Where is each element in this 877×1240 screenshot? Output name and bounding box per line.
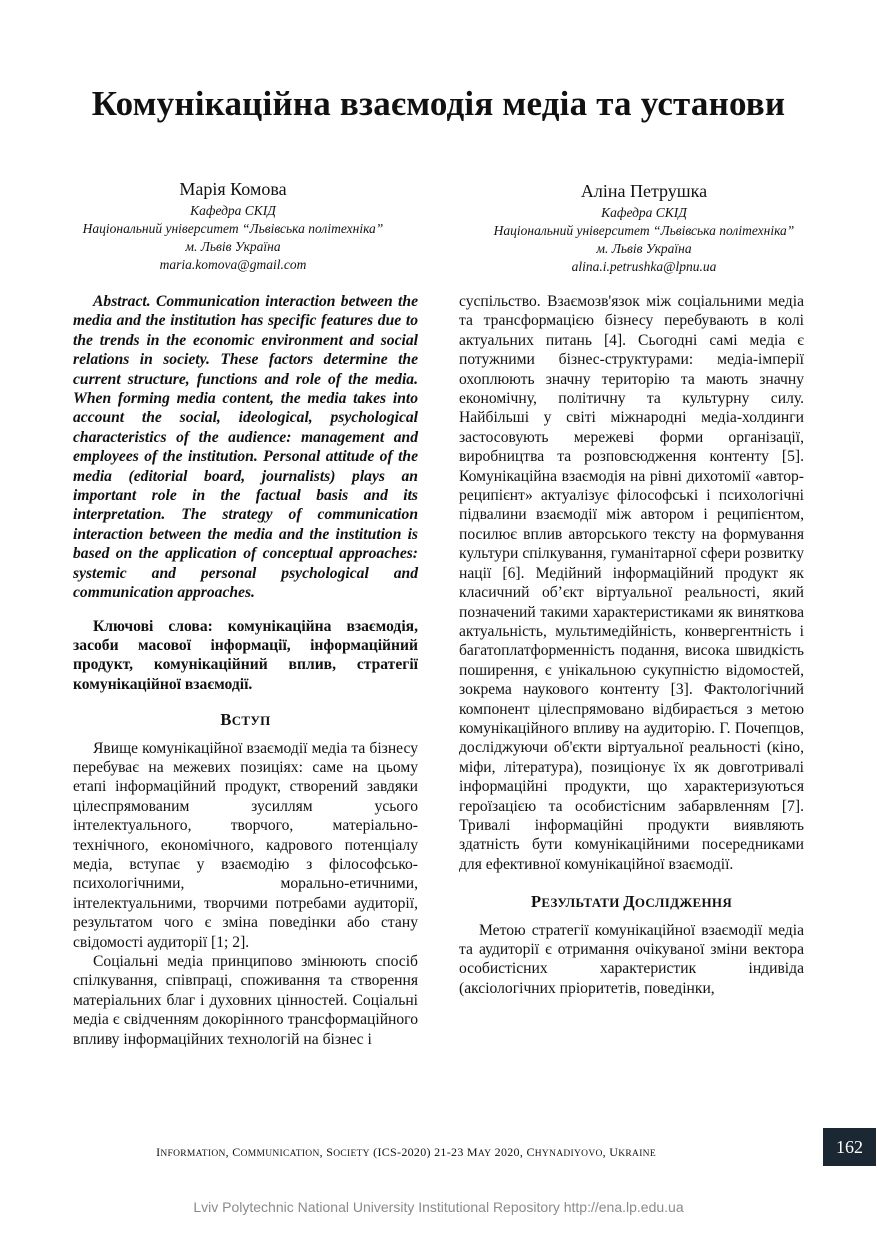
author-department: Кафедра СКІД bbox=[601, 205, 687, 220]
heading-rest: СТУП bbox=[231, 713, 271, 729]
author-city: м. Львів Україна bbox=[596, 241, 692, 256]
heading-rest: ЕЗУЛЬТАТИ bbox=[541, 895, 624, 911]
author-block-2 bbox=[460, 178, 828, 276]
page-number: 162 bbox=[823, 1128, 876, 1166]
paragraph: Явище комунікаційної взаємодії медіа та бізнесу перебуває на межевих позиціях: саме на цьому етапі інформаційний продукт, створений завдяки цілеспрямованим зусиллям усього інтелектуального, творчого, матеріально-технічного, економічного, кадрового потенціалу медіа, вступає у взаємодію з філософсько-психологічними, морально-етичними, інтелектуальними, творчими потребами аудиторії, результатом чого є зміна поведінки або стану свідомості аудиторії [1; 2]. bbox=[73, 739, 418, 951]
right-column bbox=[459, 292, 804, 998]
conference-footer: INFORMATION, COMMUNICATION, SOCIETY (ICS-2020) 21-23 MAY 2020, CHYNADIYOVO, UKRAINE bbox=[156, 1145, 656, 1159]
heading-initial: В bbox=[220, 710, 232, 730]
abstract: Abstract. Communication interaction between the media and the institution has specific features due to the trends in the economic environment and social relations in society. These factors determine the current structure, functions and role of the media. When forming media content, the media takes into account the social, ideological, psychological characteristics of the audience: management and employees of the institution. Personal attitude of the media (editorial board, journalists) plays an important role in the factual basis and its interpretation. The strategy of communication interaction between the media and the institution is based on the application of conceptual approaches: systemic and personal psychological and communication approaches. bbox=[73, 293, 418, 602]
author-university: Національний університет “Львівська політехніка” bbox=[82, 221, 384, 236]
author-department: Кафедра СКІД bbox=[190, 203, 276, 218]
author-block-1 bbox=[60, 176, 406, 274]
heading-initial: Р bbox=[530, 892, 542, 912]
paragraph: Метою стратегії комунікаційної взаємодії медіа та аудиторії є отримання очікуваної зміни вектора особистісних характеристик індивіда (аксіологічних пріоритетів, поведінки, bbox=[459, 921, 804, 997]
left-column bbox=[73, 292, 418, 1049]
heading-initial: Д bbox=[623, 892, 635, 912]
paper-title: Комунікаційна взаємодія медіа та установи bbox=[91, 84, 786, 123]
author-name: Аліна Петрушка bbox=[580, 181, 708, 201]
section-heading-results bbox=[459, 892, 804, 912]
author-name: Марія Комова bbox=[179, 179, 287, 199]
heading-rest: ОСЛІДЖЕННЯ bbox=[634, 895, 733, 911]
section-heading-introduction bbox=[73, 710, 418, 730]
keywords: Ключові слова: комунікаційна взаємодія, засоби масової інформації, інформаційний продукт, комунікаційний вплив, стратегії комунікаційної взаємодії. bbox=[73, 617, 418, 693]
author-email[interactable]: maria.komova@gmail.com bbox=[159, 257, 307, 272]
repository-notice[interactable]: Lviv Polytechnic National University Institutional Repository http://ena.lp.edu.ua bbox=[193, 1199, 684, 1215]
paragraph: Соціальні медіа принципово змінюють спосіб спілкування, співпраці, споживання та створення матеріальних благ і духовних цінностей. Соціальні медіа є свідченням докорінного трансформаційного впливу інформаційних технологій на бізнес і bbox=[73, 953, 418, 1048]
author-university: Національний університет “Львівська політехніка” bbox=[493, 223, 795, 238]
author-city: м. Львів Україна bbox=[185, 239, 281, 254]
paragraph: суспільство. Взаємозв'язок між соціальними медіа та трансформацією бізнесу перебувають в колі актуальних питань [4]. Сьогодні самі медіа є потужними бізнес-структурами: медіа-імперії охоплюють значну територію та мають значну економічну, політичну та культурну силу. Найбільші у світі міжнародні медіа-холдинги застосовують мережеві форми організації, виробництва та розповсюдження контенту [5]. Комунікаційна взаємодія на рівні дихотомії «автор-реципієнт» актуалізує філософські і психологічні підвалини взаємодії між автором і реципієнтом, посилює вплив авторського тексту на формування культури спілкування, гуманітарної сфери розвитку нації [6]. Медійний інформаційний продукт як класичний об’єкт віртуальної реальності, який позначений такими характеристиками як виняткова актуальність, мультимедійність, конвергентність і багатоплатформенність подання, висока швидкість поширення, є унікальною сукупністю відомостей, зокрема наукового контенту [3]. Фактологічний компонент цілеспрямовано відбирається з метою комунікаційного впливу на аудиторію. Г. Почепцов, досліджуючи об'єкти віртуальної реальності (кіно, міфи, література), позиціонує їх як довготривалі інформаційні продукти, що характеризуються героїзацією та особистісним забарвленням [7]. Тривалі інформаційні продукти виявляють здатність бути комунікаційними посередниками для ефективної комунікаційної взаємодії. bbox=[459, 293, 804, 873]
author-email[interactable]: alina.i.petrushka@lpnu.ua bbox=[571, 259, 717, 274]
